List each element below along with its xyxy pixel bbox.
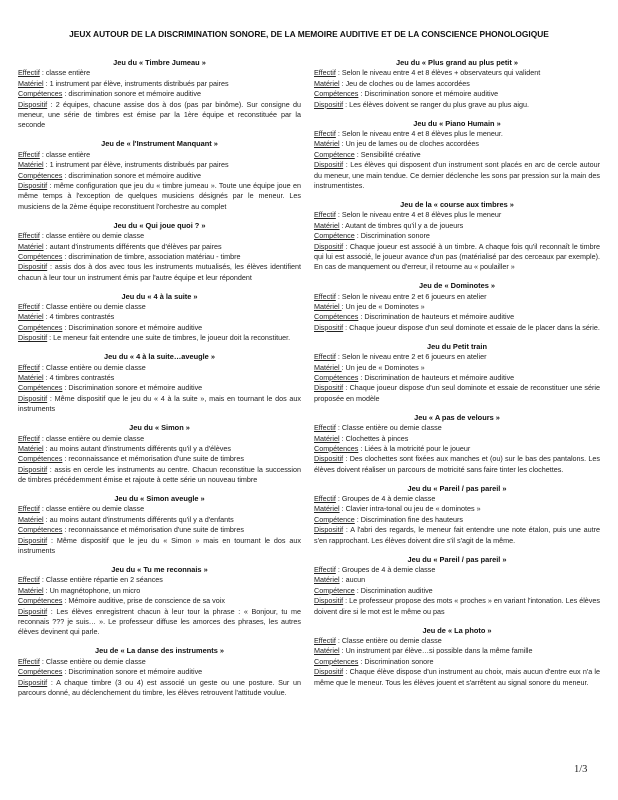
field-text: : Un jeu de « Dominotes » (341, 362, 425, 372)
field-text: : 2 équipes, chacune assise dos à dos (pas par binôme). Sur consigne du meneur, une série de timbres est émise par la 1ère équipe et reconstituée par la seconde (18, 99, 301, 130)
game-section (314, 626, 600, 688)
field-label: Matériel (314, 78, 340, 88)
field-text: : Discrimination sonore et mémoire auditive (62, 322, 203, 332)
field-text: : Discrimination fine des hauteurs (354, 514, 464, 524)
game-title: Jeu du Petit train (427, 341, 487, 351)
game-field (314, 160, 600, 191)
field-text: : Chaque joueur dispose d'un seul dominote et essaie de le placer dans la série. (343, 322, 600, 332)
field-text: : Les élèves qui disposent d'un instrument sont placés en arc de cercle autour du meneur, une main tendue. Ce dernier déclenche les sons par pression sur la main des instrumentistes. (314, 160, 600, 190)
game-field (18, 160, 301, 170)
game-title: Jeu de « La danse des instruments » (95, 646, 224, 656)
field-text: : Liées à la motricité pour le joueur (358, 443, 471, 453)
field-text: : Un magnétophone, un micro (43, 585, 141, 595)
field-text: : Le meneur fait entendre une suite de timbres, le joueur doit la reconstituer. (47, 333, 291, 343)
game-field (18, 536, 301, 557)
field-text: : même configuration que jeu du « timbre jumeau ». Toute une équipe joue en même temps à l'exception de quelques musiciens désignés par le meneur. Les musiciens de la 2ème équipe reconstituent l'orchestre au complet (18, 180, 301, 211)
game-field (314, 139, 600, 149)
field-label: Effectif (18, 68, 40, 78)
game-section (314, 281, 600, 333)
field-text: : Les élèves doivent se ranger du plus grave au plus aigu. (343, 99, 529, 109)
field-text: : 4 timbres contrastés (43, 312, 115, 322)
game-section (18, 423, 301, 485)
field-text: : classe entière ou demie classe (39, 504, 145, 514)
field-text: : discrimination sonore et mémoire auditive (62, 170, 201, 180)
game-field (314, 383, 600, 404)
game-title: Jeu du « Pareil / pas pareil » (407, 483, 507, 493)
field-text: : Groupes de 4 à demie classe (335, 494, 436, 504)
game-field (314, 667, 600, 688)
game-title: Jeu de « l'Instrument Manquant » (101, 139, 218, 149)
game-field (314, 231, 600, 241)
field-label: Compétence (314, 149, 355, 159)
game-field (314, 515, 600, 525)
field-label: Effectif (314, 352, 336, 362)
game-field (18, 575, 301, 585)
field-label: Dispositif (314, 454, 344, 464)
field-label: Matériel (18, 443, 44, 453)
field-label: Effectif (18, 656, 40, 666)
field-text: : Selon le niveau entre 4 et 8 élèves plus le meneur. (335, 128, 503, 138)
game-field (314, 586, 600, 596)
field-label: Compétences (314, 312, 359, 322)
field-label: Matériel (18, 585, 44, 595)
field-text: : 1 instrument par élève, instruments distribués par paires (43, 78, 229, 88)
field-label: Effectif (314, 210, 336, 220)
field-text: : Un jeu de lames ou de cloches accordées (339, 139, 480, 149)
field-label: Dispositif (314, 322, 344, 332)
field-text: : au moins autant d'instruments différents qu'il y a d'enfants (43, 514, 234, 524)
field-text: : Chaque joueur dispose d'un seul dominote et essaie de reconstituer une série proposée en modèle (314, 383, 600, 403)
field-label: Dispositif (18, 180, 48, 190)
game-field (314, 221, 600, 231)
field-label: Effectif (314, 494, 336, 504)
game-field (314, 129, 600, 139)
field-text: : Classe entière ou demie classe (39, 656, 146, 666)
field-text: : Selon le niveau entre 4 et 8 élèves + observateurs qui valident (335, 68, 541, 78)
game-title: Jeu du « Tu me reconnais » (111, 564, 208, 574)
field-label: Compétences (314, 372, 359, 382)
field-label: Matériel (18, 514, 44, 524)
field-text: : aucun (339, 575, 366, 585)
right-column (314, 58, 600, 696)
game-field (18, 302, 301, 312)
game-field (18, 252, 301, 262)
game-field (18, 465, 301, 486)
game-field (314, 68, 600, 78)
field-label: Compétence (314, 231, 355, 241)
game-field (314, 352, 600, 362)
game-title: Jeu du « Simon » (129, 423, 190, 433)
field-label: Effectif (18, 575, 40, 585)
field-label: Dispositif (18, 262, 48, 272)
game-section (314, 484, 600, 546)
game-field (314, 525, 600, 546)
game-field (314, 575, 600, 585)
game-field (18, 383, 301, 393)
field-text: : Un instrument par élève…si possible dans la même famille (339, 646, 533, 656)
field-text: : discrimination sonore et mémoire auditive (62, 89, 201, 99)
game-field (314, 596, 600, 617)
field-label: Matériel (18, 241, 44, 251)
field-text: : Classe entière ou demie classe (335, 635, 442, 645)
game-section (18, 352, 301, 414)
game-section (314, 58, 600, 110)
field-text: : reconnaissance et mémorisation d'une suite de timbres (62, 454, 244, 464)
game-field (18, 242, 301, 252)
field-text: : Discrimination sonore et mémoire auditive (358, 89, 499, 99)
game-field (314, 444, 600, 454)
game-section (18, 565, 301, 638)
game-title: Jeu de « Dominotes » (419, 281, 495, 291)
field-label: Effectif (18, 149, 40, 159)
field-label: Compétences (18, 322, 63, 332)
page-number: 1/3 (574, 764, 588, 775)
field-label: Matériel (314, 220, 340, 230)
game-section (314, 342, 600, 404)
game-field (314, 454, 600, 475)
game-field (18, 454, 301, 464)
game-section (18, 494, 301, 556)
field-label: Matériel (18, 312, 44, 322)
game-field (18, 678, 301, 699)
field-text: : assis dos à dos avec tous les instruments mutualisés, les élèves identifient chacun à leur tour un instrument émis par l'autre équipe et leur répondent (18, 262, 301, 282)
game-field (18, 657, 301, 667)
game-field (314, 100, 600, 110)
field-label: Dispositif (18, 535, 48, 545)
game-title: Jeu du « 4 à la suite » (121, 291, 198, 301)
field-label: Compétences (18, 596, 63, 606)
field-label: Effectif (18, 302, 40, 312)
field-label: Dispositif (18, 333, 48, 343)
game-field (18, 68, 301, 78)
field-label: Matériel (314, 302, 342, 312)
field-label: Effectif (18, 433, 40, 443)
field-label: Compétences (18, 667, 63, 677)
field-text: : Discrimination sonore et mémoire auditive (62, 667, 203, 677)
game-section (18, 646, 301, 698)
game-title: Jeu du « Plus grand au plus petit » (396, 58, 518, 67)
game-field (18, 394, 301, 415)
field-label: Effectif (18, 362, 40, 372)
field-label: Compétences (18, 454, 63, 464)
game-field (18, 100, 301, 131)
field-text: : classe entière ou demie classe (39, 433, 145, 443)
document-title: JEUX AUTOUR DE LA DISCRIMINATION SONORE, DE LA MEMOIRE AUDITIVE ET DE LA CONSCIENCE PHONOLOGIQUE (69, 29, 549, 39)
field-label: Dispositif (18, 677, 48, 687)
field-text: : autant d'instruments différents que d'élèves par paires (43, 241, 222, 251)
field-label: Dispositif (314, 596, 344, 606)
field-text: : A l'abri des regards, le meneur fait entendre une note étalon, puis une autre s'en rapprochant. Les élèves doivent dire s'il s'agit de la même. (314, 525, 600, 545)
field-label: Dispositif (18, 464, 48, 474)
game-title: Jeu du « Simon aveugle » (114, 494, 205, 504)
field-text: : Discrimination de hauteurs et mémoire auditive (358, 312, 515, 322)
game-title: Jeu du « Piano Humain » (413, 118, 501, 128)
field-text: : Un jeu de « Dominotes » (341, 302, 425, 312)
game-field (18, 515, 301, 525)
game-field (314, 323, 600, 333)
game-field (18, 231, 301, 241)
field-label: Matériel (18, 78, 44, 88)
field-text: : Des clochettes sont fixées aux manches et (ou) sur le bas des pantalons. Les élèves doivent réaliser un parcours de motricité sans faire tinter les clochettes. (314, 454, 600, 474)
game-field (18, 323, 301, 333)
game-title: Jeu du « Qui joue quoi ? » (113, 220, 206, 230)
game-field (18, 444, 301, 454)
field-label: Matériel (314, 504, 340, 514)
field-label: Effectif (314, 291, 336, 301)
field-text: : Discrimination de hauteurs et mémoire auditive (358, 372, 515, 382)
field-label: Compétences (18, 251, 63, 261)
game-field (18, 373, 301, 383)
game-title: Jeu « A pas de velours » (414, 412, 500, 422)
field-text: : Classe entière ou demie classe (335, 423, 442, 433)
game-title: Jeu de « La photo » (422, 625, 492, 635)
game-section (314, 200, 600, 273)
field-text: : au moins autant d'instruments différents qu'il y a d'élèves (43, 443, 231, 453)
field-text: : Discrimination auditive (354, 585, 433, 595)
game-section (314, 413, 600, 475)
field-text: : Discrimination sonore (354, 231, 430, 241)
field-text: : reconnaissance et mémorisation d'une suite de timbres (62, 525, 244, 535)
field-text: : 1 instrument par élève, instruments distribués par paires (43, 160, 229, 170)
game-field (18, 150, 301, 160)
game-field (18, 312, 301, 322)
game-field (18, 363, 301, 373)
game-field (18, 596, 301, 606)
game-field (314, 79, 600, 89)
field-text: : classe entière ou demie classe (39, 231, 145, 241)
left-column (18, 58, 301, 707)
field-text: : Autant de timbres qu'il y a de joueurs (339, 220, 464, 230)
game-field (18, 434, 301, 444)
game-field (18, 607, 301, 638)
field-label: Effectif (18, 504, 40, 514)
field-text: : A chaque timbre (3 ou 4) est associé un geste ou une posture. Sur un parcours donné, au déclenchement du timbre, les élèves retrouvent l'attitude voulue. (18, 677, 301, 697)
game-section (18, 58, 301, 131)
field-text: : Discrimination sonore et mémoire auditive (62, 383, 203, 393)
game-field (314, 373, 600, 383)
game-field (18, 586, 301, 596)
field-text: : Chaque élève dispose d'un instrument au choix, mais aucun d'entre eux n'a le même que le meneur. Tous les élèves jouent et s'arrêtent au signal sonore du meneur. (314, 667, 600, 687)
field-text: : Groupes de 4 à demie classe (335, 564, 436, 574)
field-label: Matériel (18, 160, 44, 170)
field-text: : Selon le niveau entre 2 et 6 joueurs en atelier (335, 291, 487, 301)
field-text: : Discrimination sonore (358, 656, 434, 666)
field-label: Matériel (314, 139, 340, 149)
game-section (18, 221, 301, 283)
game-field (18, 79, 301, 89)
field-text: : Clochettes à pinces (339, 433, 409, 443)
game-field (314, 646, 600, 656)
game-field (18, 89, 301, 99)
field-label: Effectif (314, 68, 336, 78)
field-text: : Classe entière ou demie classe (39, 302, 146, 312)
game-field (314, 494, 600, 504)
game-section (314, 555, 600, 617)
game-field (18, 667, 301, 677)
field-label: Dispositif (18, 99, 48, 109)
game-field (314, 302, 600, 312)
field-text: : Le professeur propose des mots « proches » en variant l'intonation. Les élèves doivent dire si le mot est le même ou pas (314, 596, 600, 616)
field-label: Compétence (314, 585, 355, 595)
field-text: : Même dispositif que le jeu du « Simon » mais en tournant le dos aux instruments (18, 535, 301, 556)
game-section (18, 139, 301, 212)
field-text: : Mémoire auditive, prise de conscience de sa voix (62, 596, 225, 606)
game-field (18, 504, 301, 514)
field-text: : Jeu de cloches ou de lames accordées (339, 78, 470, 88)
game-title: Jeu de la « course aux timbres » (400, 199, 514, 209)
game-field (314, 423, 600, 433)
field-label: Matériel (314, 575, 340, 585)
game-title: Jeu du « 4 à la suite…aveugle » (104, 352, 215, 362)
field-label: Dispositif (18, 606, 48, 616)
field-label: Matériel (18, 372, 44, 382)
field-label: Effectif (314, 128, 336, 138)
field-label: Compétence (314, 514, 355, 524)
field-label: Compétences (314, 89, 359, 99)
game-section (18, 292, 301, 344)
field-label: Effectif (314, 635, 336, 645)
field-text: : Même dispositif que le jeu du « 4 à la suite », mais en tournant le dos aux instruments (18, 393, 301, 414)
field-text: : assis en cercle les instruments au centre. Chacun reconstitue la succession de timbres précédemment émise et rajoute à cette série un nouveau timbre (18, 464, 301, 485)
field-label: Matériel (314, 646, 340, 656)
game-field (314, 434, 600, 444)
field-text: : Chaque joueur est associé à un timbre. A chaque fois qu'il reconnaît le timbre qui lui est associé, le joueur avance d'un pas (matérialisé par des cerceaux par exemple). En cas de manquement ou d'erreur, il retourne au « poulailler » (314, 241, 600, 272)
field-label: Compétences (18, 89, 63, 99)
game-field (314, 292, 600, 302)
field-text: : Les élèves enregistrent chacun à leur tour la phrase : « Bonjour, tu me reconnais ??? je suis… ». Le professeur diffuse les amorces des phrases, les autres élèves devinent qui parle. (18, 606, 301, 637)
field-label: Dispositif (314, 241, 344, 251)
game-field (18, 525, 301, 535)
field-text: : Sensibilité créative (354, 149, 421, 159)
field-label: Dispositif (18, 393, 48, 403)
game-field (18, 262, 301, 283)
field-label: Compétences (18, 525, 63, 535)
game-title: Jeu du « Timbre Jumeau » (113, 58, 206, 67)
game-field (18, 333, 301, 343)
game-section (314, 119, 600, 192)
field-label: Compétences (18, 383, 63, 393)
field-label: Matériel (314, 433, 340, 443)
field-text: : classe entière (39, 149, 91, 159)
game-field (314, 657, 600, 667)
field-label: Dispositif (314, 383, 344, 393)
game-field (18, 181, 301, 212)
field-text: : Selon le niveau entre 2 et 6 joueurs en atelier (335, 352, 487, 362)
field-label: Dispositif (314, 99, 344, 109)
game-field (314, 89, 600, 99)
game-field (314, 210, 600, 220)
game-title: Jeu du « Pareil / pas pareil » (407, 554, 507, 564)
game-field (314, 150, 600, 160)
game-field (18, 171, 301, 181)
field-text: : discrimination de timbre, association matériau - timbre (62, 251, 241, 261)
field-text: : Selon le niveau entre 4 et 8 élèves plus le meneur (335, 210, 502, 220)
field-text: : 4 timbres contrastés (43, 372, 115, 382)
field-label: Dispositif (314, 525, 344, 535)
game-field (314, 363, 600, 373)
field-text: : Classe entière répartie en 2 séances (39, 575, 163, 585)
field-label: Compétences (314, 443, 359, 453)
field-label: Compétences (18, 170, 63, 180)
field-label: Matériel (314, 362, 342, 372)
field-label: Dispositif (314, 160, 344, 170)
game-field (314, 312, 600, 322)
game-field (314, 636, 600, 646)
field-label: Dispositif (314, 667, 344, 677)
field-text: : Clavier intra-tonal ou jeu de « dominotes » (339, 504, 481, 514)
game-field (314, 242, 600, 273)
field-label: Compétences (314, 656, 359, 666)
field-label: Effectif (314, 564, 336, 574)
field-label: Effectif (314, 423, 336, 433)
game-field (314, 504, 600, 514)
field-label: Effectif (18, 231, 40, 241)
field-text: : Classe entière ou demie classe (39, 362, 146, 372)
field-text: : classe entière (39, 68, 91, 78)
game-field (314, 565, 600, 575)
